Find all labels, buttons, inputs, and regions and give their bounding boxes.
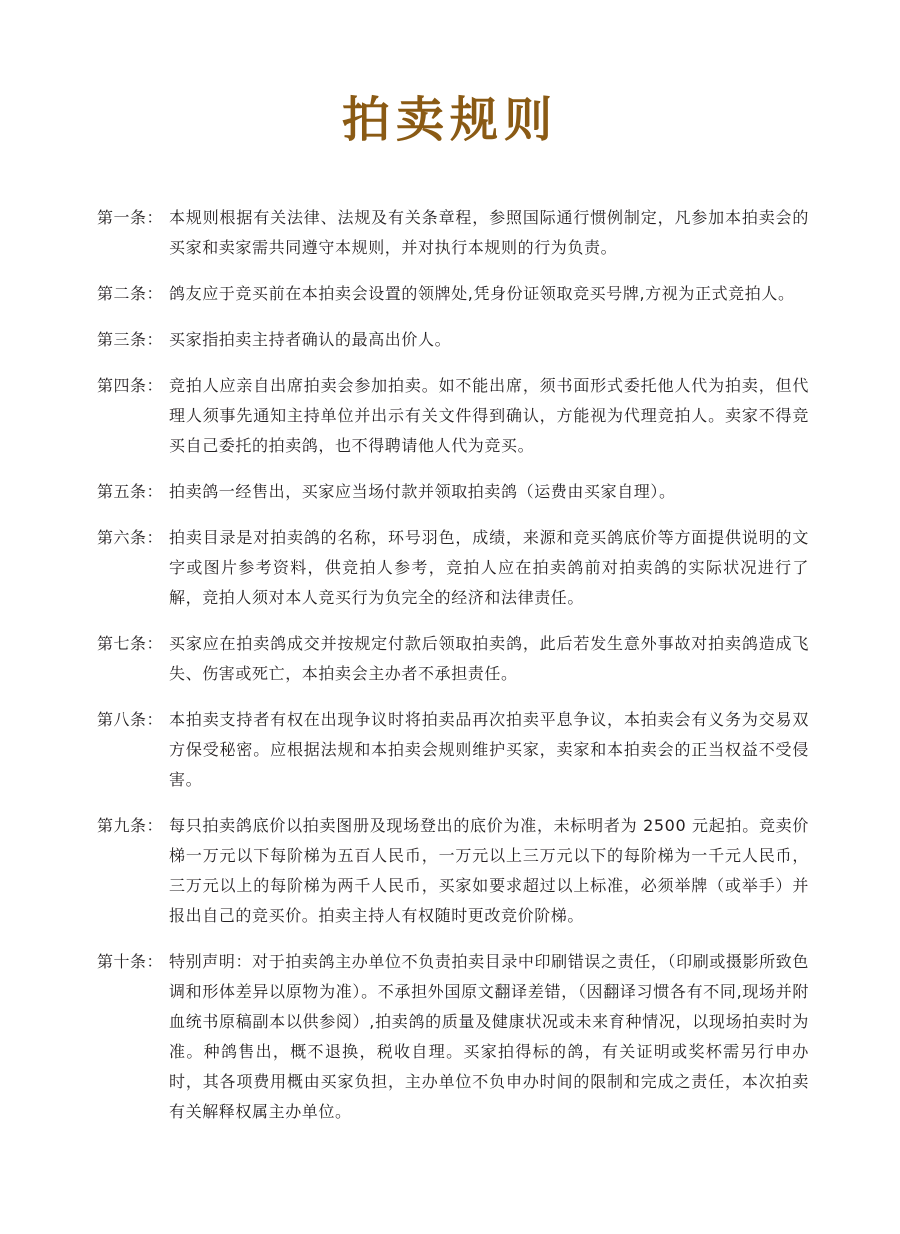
rule-label: 第四条： bbox=[97, 376, 164, 395]
rule-label: 第一条： bbox=[97, 208, 164, 227]
rule-label: 第八条： bbox=[97, 710, 164, 729]
rule-label: 第五条： bbox=[97, 482, 164, 501]
rule-text: 拍卖目录是对拍卖鸽的名称，环号羽色，成绩，来源和竞买鸽底价等方面提供说明的文字或图片参考资料，供竞拍人参考，竞拍人应在拍卖鸽前对拍卖鸽的实际状况进行了解，竞拍人须对本人竞买行为负完全的经济和法律责任。 bbox=[169, 528, 809, 607]
rule-item-7 bbox=[97, 629, 809, 689]
rule-label: 第十条： bbox=[97, 952, 164, 971]
rule-label: 第六条： bbox=[97, 528, 164, 547]
rule-text: 拍卖鸽一经售出，买家应当场付款并领取拍卖鸽（运费由买家自理）。 bbox=[169, 482, 676, 501]
rule-label: 第三条： bbox=[97, 330, 164, 349]
rule-text: 买家指拍卖主持者确认的最高出价人。 bbox=[169, 330, 452, 349]
rule-text: 本拍卖支持者有权在出现争议时将拍卖品再次拍卖平息争议，本拍卖会有义务为交易双方保受秘密。应根据法规和本拍卖会规则维护买家，卖家和本拍卖会的正当权益不受侵害。 bbox=[169, 710, 809, 789]
rule-label: 第七条： bbox=[97, 634, 164, 653]
rule-item-9 bbox=[97, 811, 809, 931]
rule-item-4 bbox=[97, 371, 809, 461]
rule-item-8 bbox=[97, 705, 809, 795]
rule-item-1 bbox=[97, 203, 809, 263]
rules-list bbox=[97, 203, 809, 1143]
rule-item-5 bbox=[97, 477, 809, 507]
rule-item-10 bbox=[97, 947, 809, 1127]
rule-item-3 bbox=[97, 325, 809, 355]
rule-text: 买家应在拍卖鸽成交并按规定付款后领取拍卖鸽，此后若发生意外事故对拍卖鸽造成飞失、伤害或死亡，本拍卖会主办者不承担责任。 bbox=[169, 634, 809, 683]
rule-item-2 bbox=[97, 279, 809, 309]
rule-text: 本规则根据有关法律、法规及有关条章程，参照国际通行惯例制定，凡参加本拍卖会的买家和卖家需共同遵守本规则，并对执行本规则的行为负责。 bbox=[169, 208, 809, 257]
page-title: 拍卖规则 bbox=[341, 92, 558, 148]
rule-text: 特别声明：对于拍卖鸽主办单位不负责拍卖目录中印刷错误之责任，（印刷或摄影所致色调和形体差异以原物为准）。不承担外国原文翻译差错，（因翻译习惯各有不同,现场并附血统书原稿副本以供参阅）,拍卖鸽的质量及健康状况或未来育种情况，以现场拍卖时为准。种鸽售出，概不退换，税收自理。买家拍得标的鸽，有关证明或奖杯需另行申办时，其各项费用概由买家负担，主办单位不负申办时间的限制和完成之责任，本次拍卖有关解释权属主办单位。 bbox=[169, 952, 809, 1121]
rule-text: 鸽友应于竞买前在本拍卖会设置的领牌处,凭身份证领取竞买号牌,方视为正式竞拍人。 bbox=[169, 284, 795, 303]
rule-label: 第九条： bbox=[97, 816, 164, 835]
rule-text: 竞拍人应亲自出席拍卖会参加拍卖。如不能出席，须书面形式委托他人代为拍卖，但代理人须事先通知主持单位并出示有关文件得到确认，方能视为代理竞拍人。卖家不得竞买自己委托的拍卖鸽，也不得聘请他人代为竞买。 bbox=[169, 376, 809, 455]
rule-item-6 bbox=[97, 523, 809, 613]
rule-label: 第二条： bbox=[97, 284, 164, 303]
rule-text: 每只拍卖鸽底价以拍卖图册及现场登出的底价为准，未标明者为 2500 元起拍。竞卖价梯一万元以下每阶梯为五百人民币，一万元以上三万元以下的每阶梯为一千元人民币，三万元以上的每阶梯为两千人民币，买家如要求超过以上标准，必须举牌（或举手）并报出自己的竞买价。拍卖主持人有权随时更改竞价阶梯。 bbox=[169, 816, 809, 925]
